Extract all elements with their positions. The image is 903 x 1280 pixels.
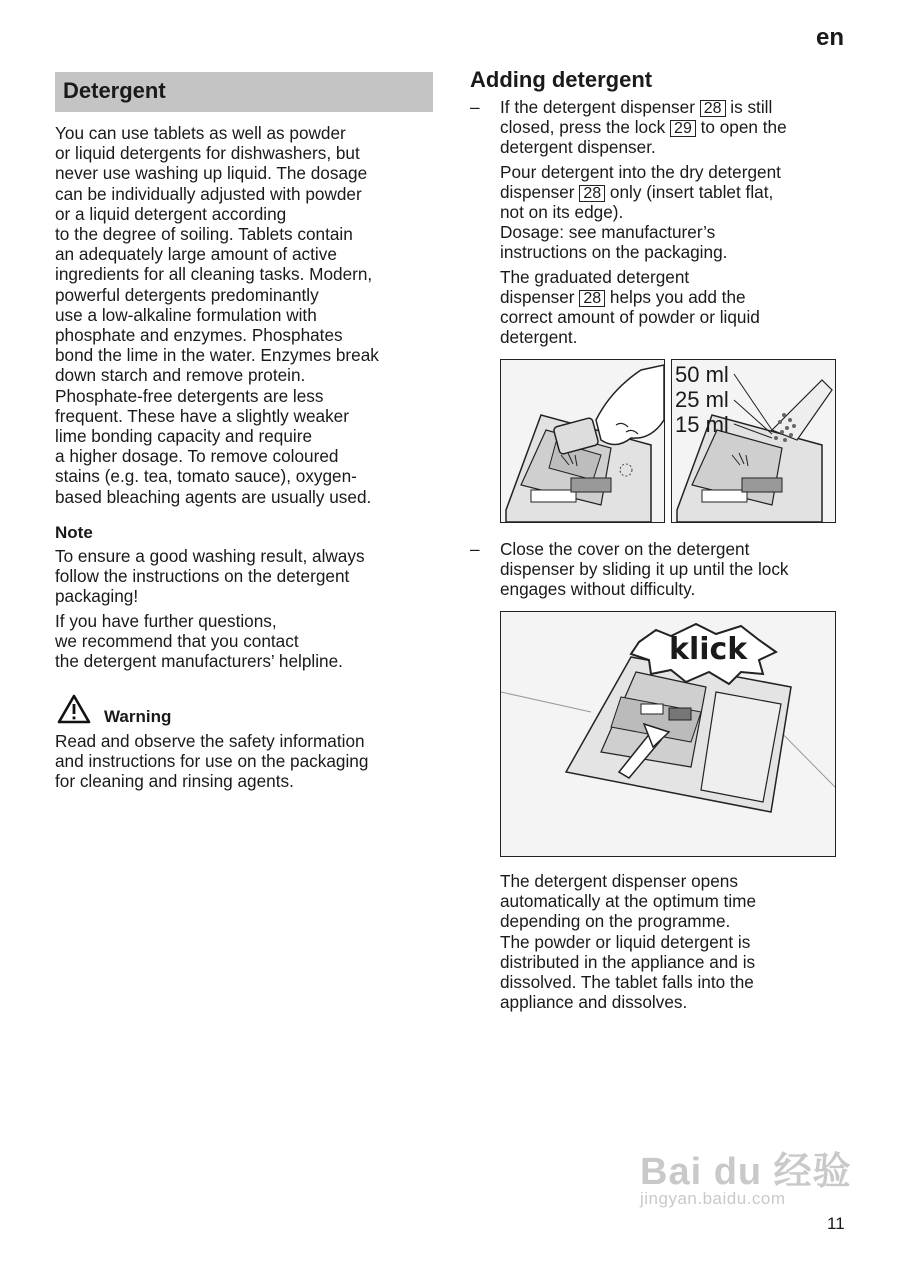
dose-label-25: 25 ml <box>675 387 729 412</box>
dose-label-15: 15 ml <box>675 412 729 437</box>
figure-graduated-dispenser <box>671 359 836 523</box>
ref-28: 28 <box>579 185 605 202</box>
tablet-insertion-illustration <box>501 360 664 522</box>
warning-heading: Warning <box>104 707 172 726</box>
closing-paragraph: The detergent dispenser opens automatically at the optimum time depending on the programme. The powder or liquid detergent is distributed in the appliance and is dissolved. The tablet falls into the appliance and dissolves. <box>500 871 757 1013</box>
dose-label-50: 50 ml <box>675 362 729 387</box>
step-close-cover: – Close the cover on the detergent dispenser by sliding it up until the lock engages without difficulty. <box>470 539 789 600</box>
warning-paragraph: Read and observe the safety information and instructions for use on the packaging for cleaning and rinsing agents. <box>55 731 369 792</box>
step-open-dispenser: – If the detergent dispenser 28 is still closed, press the lock 29 to open the detergent dispenser. Pour detergent into the dry detergent dispenser 28 only (insert tablet flat, not on its edge). Dosage: see manufacturer’s instructions on the packaging. The graduated detergent dispenser 28 helps you add the correct amount of powder or liquid detergent. <box>470 97 787 348</box>
page-number: 11 <box>827 1214 845 1233</box>
watermark <box>640 1140 852 1209</box>
watermark-url: jingyan.baidu.com <box>640 1189 786 1208</box>
section-title: Detergent <box>63 78 166 103</box>
language-code: en <box>816 24 845 51</box>
note-heading: Note <box>55 523 93 542</box>
note-paragraph-2: If you have further questions, we recommend that you contact the detergent manufacturers’ helpline. <box>55 611 343 672</box>
close-cover-illustration <box>501 612 835 856</box>
adding-detergent-heading: Adding detergent <box>470 67 653 92</box>
intro-paragraph: You can use tablets as well as powder or liquid detergents for dishwashers, but never use washing up liquid. The dosage can be individually adjusted with powder or a liquid detergent according to the degree of soiling. Tablets contain an adequately large amount of active ingredients for all cleaning tasks. Modern, powerful detergents predominantly use a low-alkaline formulation with phosphate and enzymes. Phosphates bond the lime in the water. Enzymes break down starch and remove protein. Phosphate-free detergents are less frequent. These have a slightly weaker lime bonding capacity and require a higher dosage. To remove coloured stains (e.g. tea, tomato sauce), oxygen- based bleaching agents are usually used. <box>55 123 379 507</box>
watermark-brand: Bai du 经验 <box>640 1151 852 1193</box>
section-title-bar <box>55 72 433 112</box>
ref-28: 28 <box>579 290 605 307</box>
klick-label: klick <box>669 632 748 667</box>
note-paragraph-1: To ensure a good washing result, always follow the instructions on the detergent packaging! <box>55 546 365 607</box>
figure-tablet-insertion <box>500 359 665 523</box>
ref-28: 28 <box>700 100 726 117</box>
figure-close-cover <box>500 611 836 857</box>
ref-29: 29 <box>670 120 696 137</box>
warning-triangle-icon <box>57 694 91 729</box>
